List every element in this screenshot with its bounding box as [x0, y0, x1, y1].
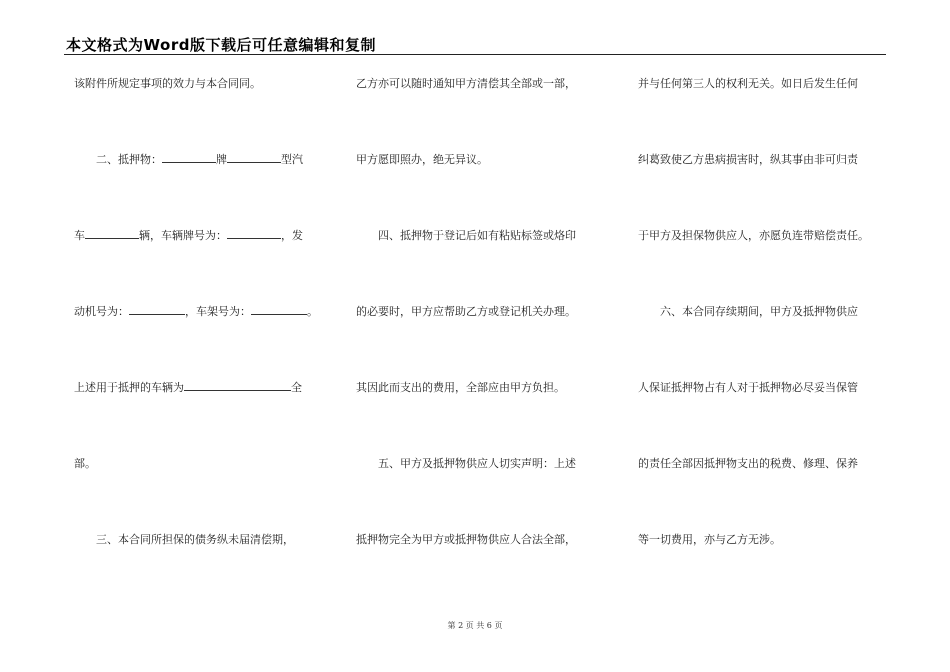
- text-line-vehicle-owner: 上述用于抵押的车辆为 全: [74, 378, 326, 398]
- fill-in-blank-model: [227, 150, 281, 163]
- text-line: 三、本合同所担保的债务纵未届清偿期，: [74, 533, 294, 546]
- text-line: 该附件所规定事项的效力与本合同同。: [74, 77, 261, 90]
- fill-in-blank-owner: [184, 378, 291, 391]
- text-line: 其因此而支出的费用，全部应由甲方负担。: [356, 381, 565, 394]
- text-line: 纠葛致使乙方患病损害时，纵其事由非可归责: [638, 153, 858, 166]
- text-line: 人保证抵押物占有人对于抵押物必尽妥当保管: [638, 381, 858, 394]
- text-line: 的必要时，甲方应帮助乙方或登记机关办理。: [356, 305, 576, 318]
- text-line: 五、甲方及抵押物供应人切实声明：上述: [356, 457, 576, 470]
- document-header-title: 本文格式为Word版下载后可任意编辑和复制: [66, 36, 376, 54]
- fill-in-blank-plate: [227, 226, 281, 239]
- fill-in-blank-brand: [162, 150, 216, 163]
- fill-in-blank-frame: [251, 302, 307, 315]
- fill-in-blank-engine: [129, 302, 185, 315]
- text-line: 甲方愿即照办，绝无异议。: [356, 153, 488, 166]
- text-line: 等一切费用，亦与乙方无涉。: [638, 533, 781, 546]
- text-line-pledge-item: 二、抵押物： 牌 型汽: [74, 150, 326, 170]
- text-line: 四、抵押物于登记后如有粘贴标签或烙印: [356, 229, 576, 242]
- page-number: 第 2 页 共 6 页: [447, 621, 503, 630]
- header-divider: [64, 54, 886, 55]
- text-line: 六、本合同存续期间，甲方及抵押物供应: [638, 305, 858, 318]
- text-line: 抵押物完全为甲方或抵押物供应人合法全部，: [356, 533, 576, 546]
- text-line: 并与任何第三人的权利无关。如日后发生任何: [638, 77, 858, 90]
- fill-in-blank-quantity: [85, 226, 139, 239]
- text-line-plate-number: 车 辆，车辆牌号为： ，发: [74, 226, 326, 246]
- text-line: 于甲方及担保物供应人，亦愿负连带赔偿责任。: [638, 229, 869, 242]
- text-line: 部。: [74, 457, 96, 470]
- text-line-engine-number: 动机号为： ，车架号为： 。: [74, 302, 326, 322]
- text-line: 乙方亦可以随时通知甲方清偿其全部或一部，: [356, 77, 576, 90]
- text-line: 的责任全部因抵押物支出的税费、修理、保养: [638, 457, 858, 470]
